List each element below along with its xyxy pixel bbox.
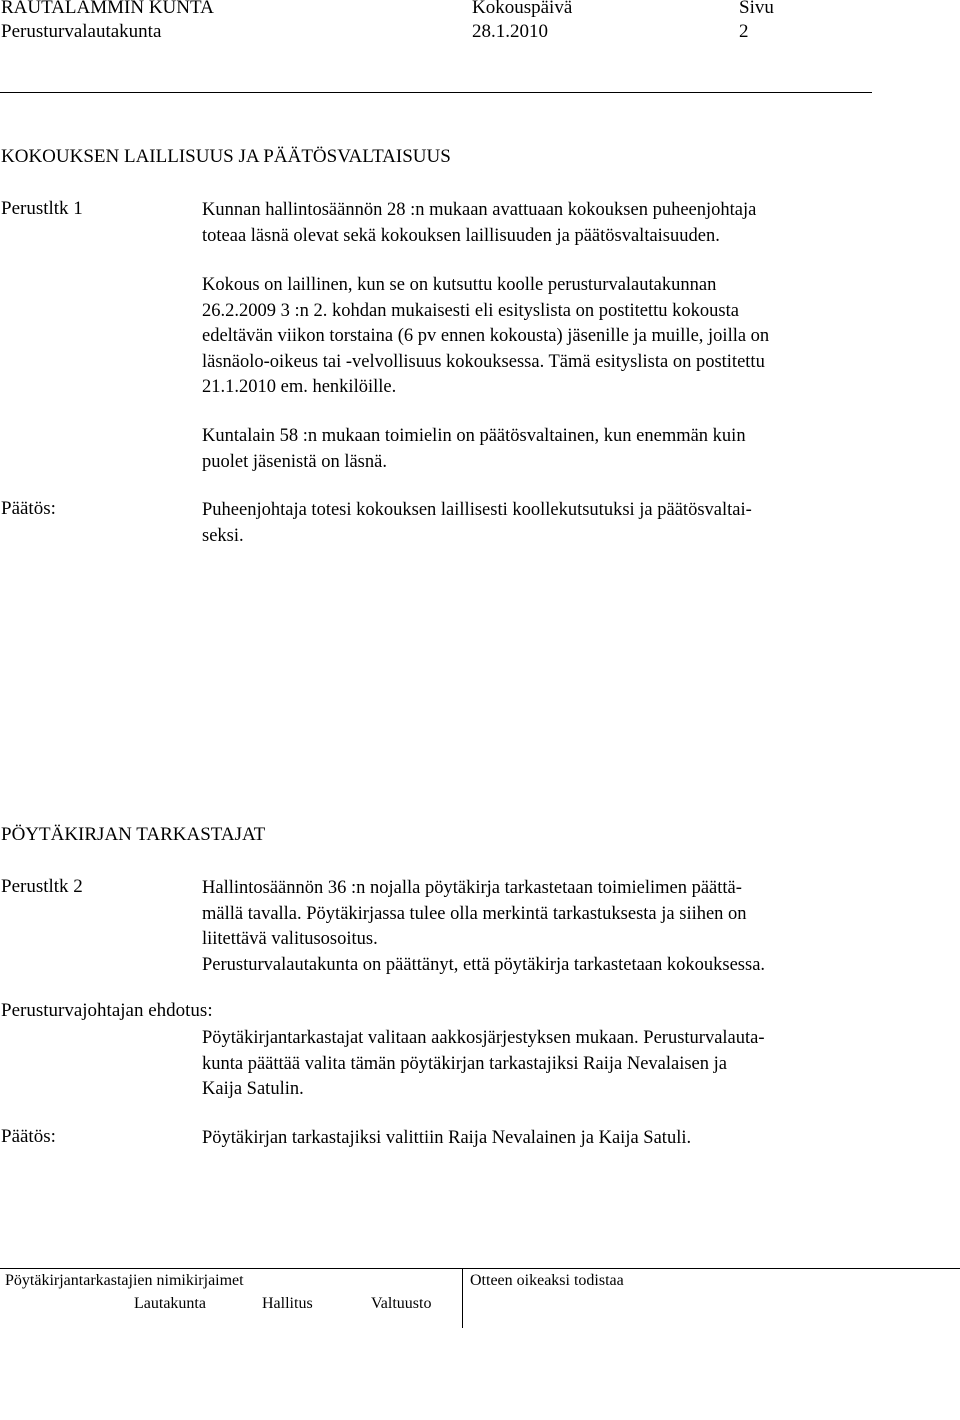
text-line: edeltävän viikon torstaina (6 pv ennen kokousta) jäsenille ja muille, joilla on <box>202 326 770 346</box>
footer-column-hallitus: Hallitus <box>262 1295 313 1312</box>
text-line: Kuntalain 58 :n mukaan toimielin on päätösvaltainen, kun enemmän kuin <box>202 426 746 446</box>
footer-certified-copy-label: Otteen oikeaksi todistaa <box>470 1272 624 1289</box>
text-line: Kaija Satulin. <box>202 1079 304 1099</box>
board-name: Perusturvalautakunta <box>1 21 162 42</box>
section1-item-label: Perustltk 1 <box>1 198 83 219</box>
text-line: Kunnan hallintosäännön 28 :n mukaan avattuaan kokouksen puheenjohtaja <box>202 200 757 220</box>
section2-decision <box>202 1126 882 1152</box>
text-line: 26.2.2009 3 :n 2. kohdan mukaisesti eli esityslista on postitettu kokousta <box>202 300 739 321</box>
text-line: Perusturvalautakunta on päättänyt, että pöytäkirja tarkastetaan kokouksessa. <box>202 954 766 975</box>
text-line: mällä tavalla. Pöytäkirjassa tulee olla merkintä tarkastuksesta ja siihen on <box>202 903 747 924</box>
section1-decision <box>202 498 882 549</box>
footer-divider <box>462 1268 463 1328</box>
text-line: liitettävä valitusosoitus. <box>202 929 378 949</box>
section1-title: KOKOUKSEN LAILLISUUS JA PÄÄTÖSVALTAISUUS <box>1 146 451 167</box>
section1-para2 <box>202 273 882 401</box>
section1-decision-label: Päätös: <box>1 498 56 519</box>
text-line: Kokous on laillinen, kun se on kutsuttu koolle perusturvalautakunnan <box>202 275 717 295</box>
text-line: kunta päättää valita tämän pöytäkirjan tarkastajiksi Raija Nevalaisen ja <box>202 1053 727 1074</box>
text-line: Pöytäkirjantarkastajat valitaan aakkosjärjestyksen mukaan. Perusturvalauta- <box>202 1028 765 1048</box>
text-line: Hallintosäännön 36 :n nojalla pöytäkirja tarkastetaan toimielimen päättä- <box>202 878 742 898</box>
text-line: Pöytäkirjan tarkastajiksi valittiin Raija Nevalainen ja Kaija Satuli. <box>202 1128 692 1148</box>
footer-rule <box>0 1268 960 1269</box>
footer-column-valtuusto: Valtuusto <box>371 1295 432 1312</box>
section1-para1 <box>202 198 882 249</box>
footer-column-lautakunta: Lautakunta <box>134 1295 206 1312</box>
section1-para3 <box>202 424 882 475</box>
text-line: Puheenjohtaja totesi kokouksen laillisesti koollekutsutuksi ja päätösvaltai- <box>202 500 752 520</box>
text-line: seksi. <box>202 525 244 546</box>
section2-decision-label: Päätös: <box>1 1126 56 1147</box>
text-line: toteaa läsnä olevat sekä kokouksen laillisuuden ja päätösvaltaisuuden. <box>202 225 720 246</box>
page-label: Sivu <box>739 0 774 18</box>
section2-title: PÖYTÄKIRJAN TARKASTAJAT <box>1 824 266 845</box>
section2-proposal-label: Perusturvajohtajan ehdotus: <box>1 1000 213 1021</box>
municipality-name: RAUTALAMMIN KUNTA <box>1 0 214 18</box>
text-line: läsnäolo-oikeus tai -velvollisuus kokouksessa. Tämä esityslista on postitettu <box>202 351 765 372</box>
footer-signatures-label: Pöytäkirjantarkastajien nimikirjaimet <box>5 1272 244 1289</box>
section2-item-label: Perustltk 2 <box>1 876 83 897</box>
page-number: 2 <box>739 21 749 42</box>
text-line: 21.1.2010 em. henkilöille. <box>202 377 397 397</box>
meeting-date: 28.1.2010 <box>472 21 548 42</box>
text-line: puolet jäsenistä on läsnä. <box>202 451 387 472</box>
header-rule <box>0 92 872 93</box>
meeting-date-label: Kokouspäivä <box>472 0 573 18</box>
section2-proposal <box>202 1026 882 1103</box>
section2-para1 <box>202 876 882 978</box>
